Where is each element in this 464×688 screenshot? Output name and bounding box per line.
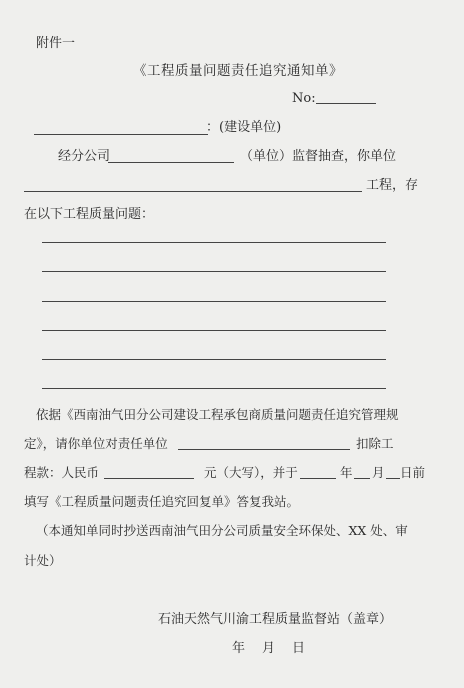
note-line2: 计处） [24,553,62,568]
signature-line: 石油天然气川渝工程质量监督站（盖章） [158,612,393,627]
number-label: No: [292,91,316,106]
date-month: 月 [262,641,276,656]
para-line3-yuan: 元（大写），并于 [204,465,298,480]
project-name-blank [24,191,362,192]
amount-blank [104,478,194,479]
line1-middle: （单位）监督抽查，你单位 [240,149,397,164]
number-blank [316,103,376,104]
para-line3-day: 日前 [400,465,426,480]
problem-line-4 [42,330,386,331]
para-line1: 依据《西南油气田分公司建设工程承包商质量问题责任追究管理规 [36,407,399,422]
problem-line-2 [42,271,386,272]
para-line2-suffix: 扣除工 [356,436,394,451]
problem-line-1 [42,242,386,243]
responsible-unit-blank [178,449,350,450]
line2-suffix: 工程，存 [366,178,419,193]
problem-line-3 [42,301,386,302]
attachment-label: 附件一 [36,36,76,51]
month-blank [354,478,370,479]
recipient-blank [34,134,208,135]
para-line3-month: 月 [372,465,385,480]
date-day: 日 [292,641,306,656]
para-line3-prefix: 程款：人民币 [24,465,100,480]
line1-unit-blank [108,162,234,163]
day-blank [386,478,400,479]
para-line3-year: 年 [340,465,353,480]
line1-prefix: 经分公司 [58,149,111,164]
date-year: 年 [232,641,246,656]
problem-line-5 [42,359,386,360]
problems-intro: 在以下工程质量问题： [24,207,155,222]
note-line1: （本通知单同时抄送西南油气田分公司质量安全环保处、XX 处、审 [36,523,408,538]
para-line4: 填写《工程质量问题责任追究回复单》答复我站。 [24,494,300,509]
document-title: 《工程质量问题责任追究通知单》 [133,63,343,79]
year-blank [300,478,336,479]
recipient-suffix: ：(建设单位) [206,120,282,135]
problem-line-6 [42,388,386,389]
para-line2-prefix: 定》，请你单位对责任单位 [24,436,168,451]
